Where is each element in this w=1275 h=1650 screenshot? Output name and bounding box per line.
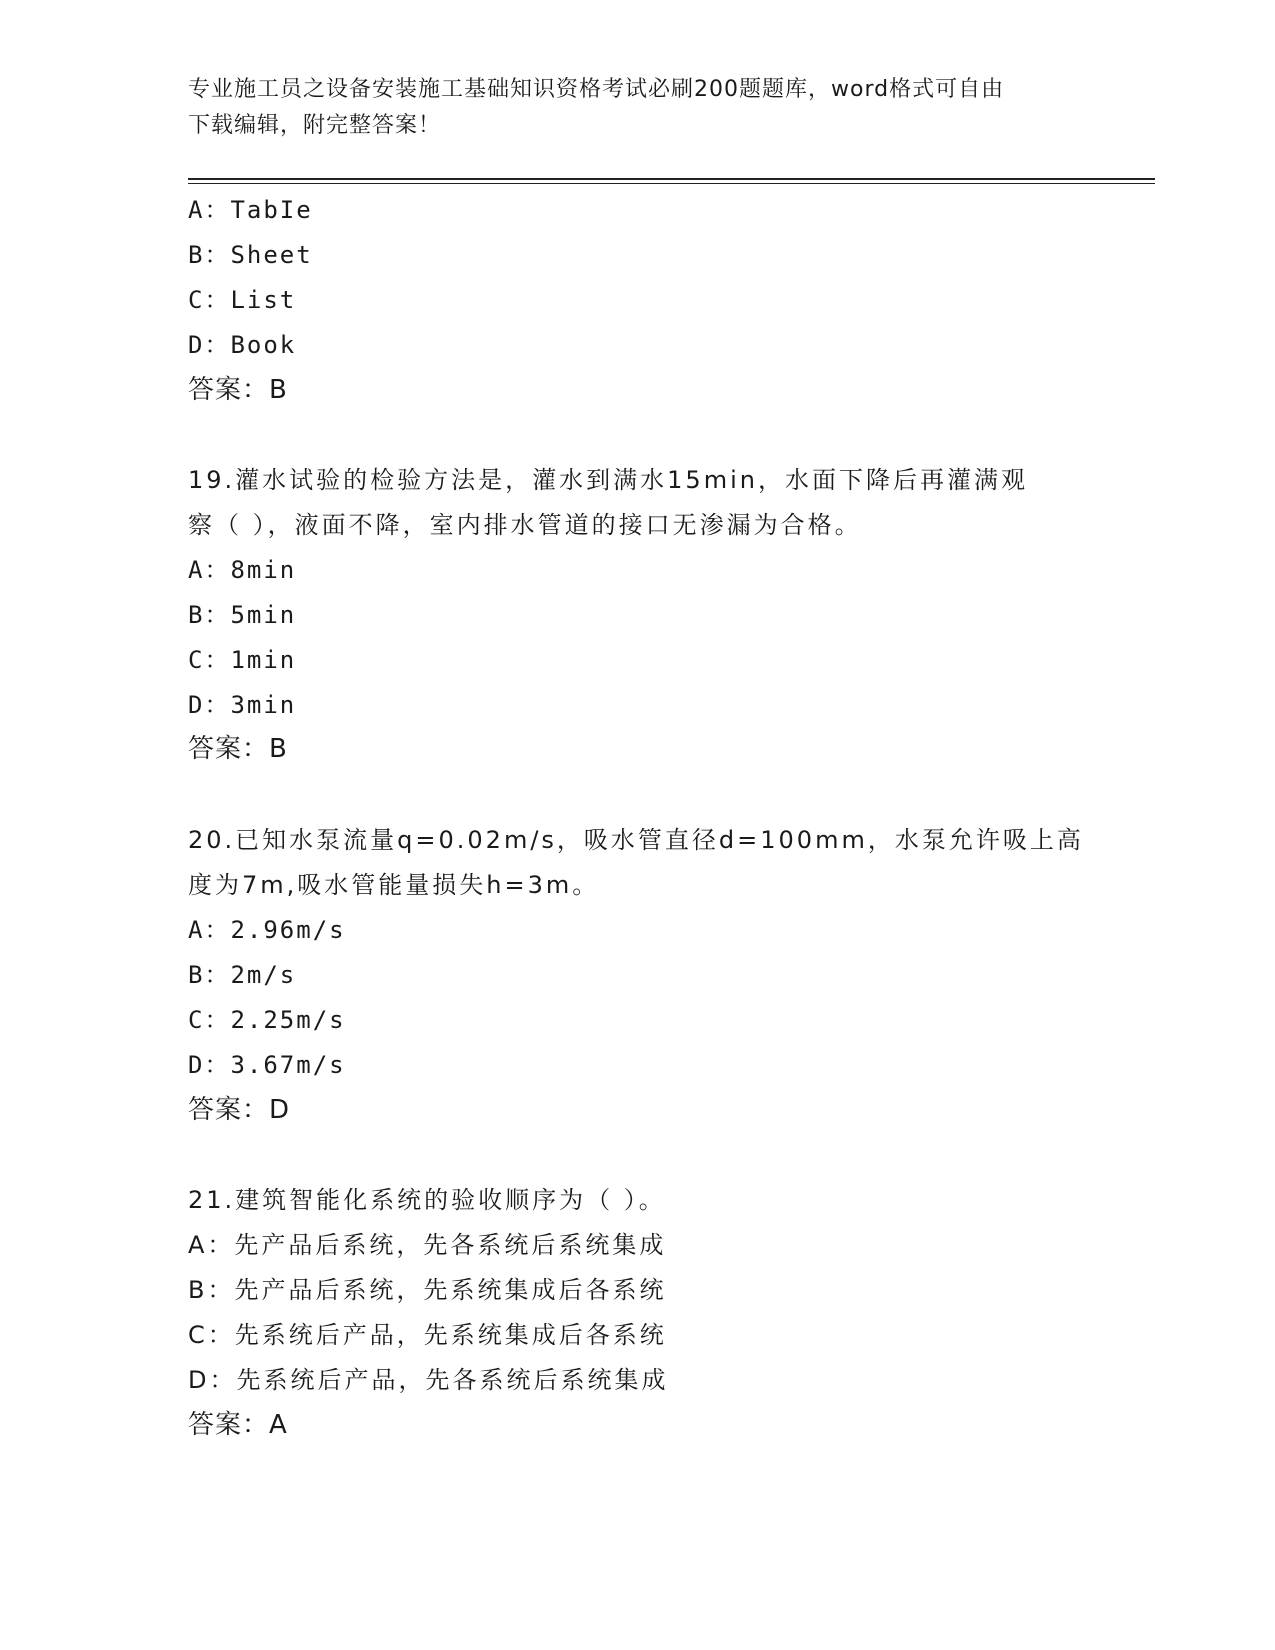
q20-option-d: D：3.67m/s: [188, 1051, 346, 1079]
q21-option-a: A：先产品后系统，先各系统后系统集成: [188, 1231, 667, 1259]
prev-option-a: A：TabIe: [188, 196, 313, 224]
q20-answer: 答案：D: [188, 1095, 291, 1125]
q20-option-a: A：2.96m/s: [188, 916, 346, 944]
q19-stem-line-2: 察（ ），液面不降，室内排水管道的接口无渗漏为合格。: [188, 511, 862, 539]
q21-answer: 答案：A: [188, 1410, 288, 1440]
q21-option-b: B：先产品后系统，先系统集成后各系统: [188, 1276, 667, 1304]
q21-stem-line-1: 21.建筑智能化系统的验收顺序为（ ）。: [188, 1186, 666, 1214]
header-line-1: 专业施工员之设备安装施工基础知识资格考试必刷200题题库，word格式可自由: [188, 77, 1005, 102]
prev-option-b: B：Sheet: [188, 241, 313, 269]
document-header: [188, 72, 1088, 144]
q20-option-b: B：2m/s: [188, 961, 297, 989]
q21-option-c: C：先系统后产品，先系统集成后各系统: [188, 1321, 667, 1349]
q20-stem-line-2: 度为7m,吸水管能量损失h=3m。: [188, 871, 600, 899]
q19-option-c: C：1min: [188, 646, 297, 674]
q20-option-c: C：2.25m/s: [188, 1006, 346, 1034]
q19-option-a: A：8min: [188, 556, 297, 584]
q19-stem-line-1: 19.灌水试验的检验方法是，灌水到满水15min，水面下降后再灌满观: [188, 466, 1028, 494]
header-divider-thin: [188, 183, 1155, 184]
header-line-2: 下载编辑，附完整答案！: [188, 113, 442, 138]
header-divider-thick: [188, 178, 1155, 180]
q20-stem-line-1: 20.已知水泵流量q=0.02m/s，吸水管直径d=100mm，水泵允许吸上高: [188, 826, 1084, 854]
q19-option-b: B：5min: [188, 601, 297, 629]
prev-option-d: D：Book: [188, 331, 297, 359]
q19-option-d: D：3min: [188, 691, 297, 719]
q19-answer: 答案：B: [188, 734, 288, 764]
q21-option-d: D：先系统后产品，先各系统后系统集成: [188, 1366, 669, 1394]
prev-answer: 答案：B: [188, 375, 288, 405]
prev-option-c: C：List: [188, 286, 297, 314]
